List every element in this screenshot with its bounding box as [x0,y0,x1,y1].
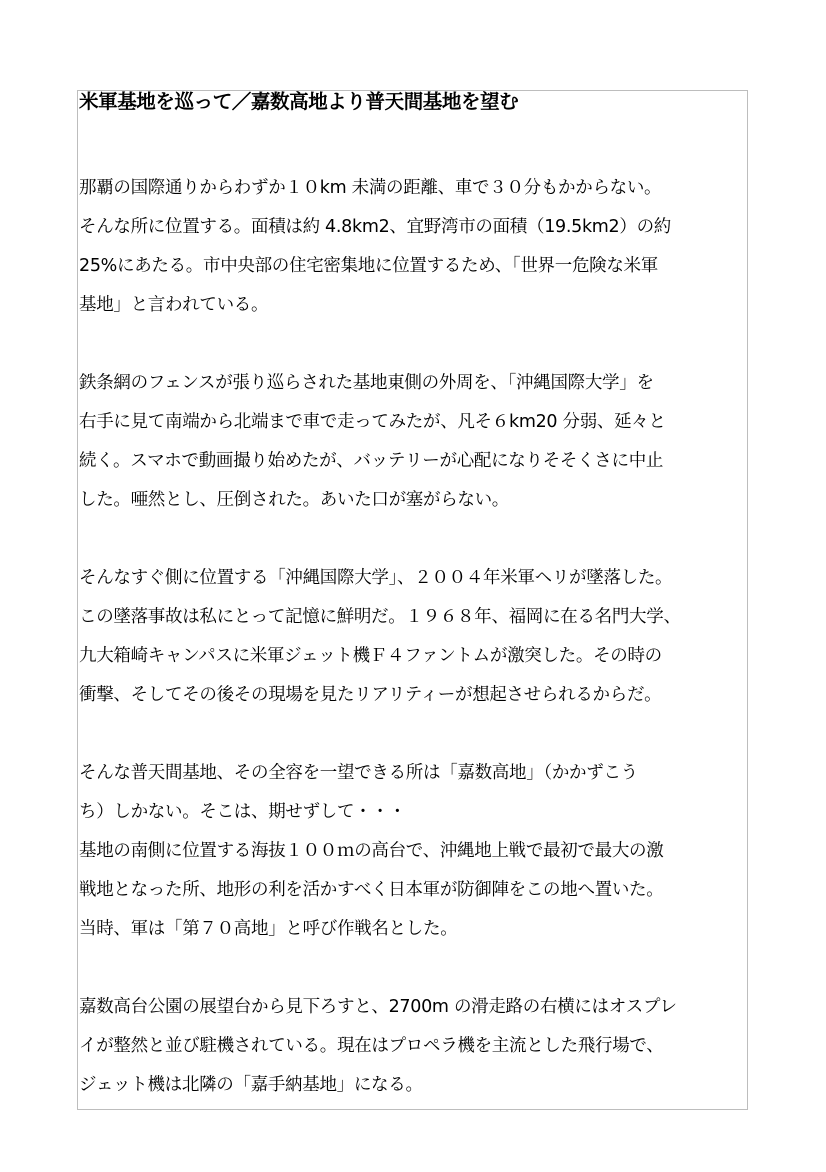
text-line: 基地」と言われている。 [79,295,269,315]
text-line: ち）しかない。そこは、期せずして・・・ [79,802,406,822]
text-line: イが整然と並び駐機されている。現在はプロペラ機を主流とした飛行場で、 [79,1036,664,1056]
paragraph-4 [79,754,751,949]
text-line: そんなすぐ側に位置する「沖縄国際大学」、２００４年米軍ヘリが墜落した。 [79,568,673,588]
text-line: 那覇の国際通りからわずか１０km 未満の距離、車で３０分もかからない。 [79,178,662,198]
paragraph-3 [79,559,751,715]
paragraph-5 [79,988,751,1105]
text-line: 当時、軍は「第７０高地」と呼び作戦名とした。 [79,919,458,939]
page-title: 米軍基地を巡って／嘉数高地より普天間基地を望む [79,90,519,113]
text-line: 九大箱崎キャンパスに米軍ジェット機Ｆ４ファントムが激突した。その時の [79,646,662,666]
text-line: 戦地となった所、地形の利を活かすべく日本軍が防御陣をこの地へ置いた。 [79,880,664,900]
text-line: 衝撃、そしてその後その現場を見たリアリティーが想起させられるからだ。 [79,685,662,705]
text-line: ジェット機は北隣の「嘉手納基地」になる。 [79,1075,423,1095]
text-line: そんな普天間基地、その全容を一望できる所は「嘉数高地」（かかずこう [79,763,638,783]
document-body [79,88,751,1105]
text-line: そんな所に位置する。面積は約 4.8km2、宜野湾市の面積（19.5km2）の約 [79,217,671,237]
paragraph-1 [79,169,751,325]
text-line: この墜落事故は私にとって記憶に鮮明だ。１９６８年、福岡に在る名門大学、 [79,607,681,627]
text-line: 嘉数高台公園の展望台から見下ろすと、2700m の滑走路の右横にはオスプレ [79,997,677,1017]
text-line: 続く。スマホで動画撮り始めたが、バッテリーが心配になりそそくさに中止 [79,451,664,471]
text-line: 25%にあたる。市中央部の住宅密集地に位置するため、「世界一危険な米軍 [79,256,658,276]
paragraph-2 [79,364,751,520]
text-line: 基地の南側に位置する海抜１００ｍの高台で、沖縄地上戦で最初で最大の激 [79,841,664,861]
text-line: 鉄条網のフェンスが張り巡らされた基地東側の外周を、「沖縄国際大学」を [79,373,654,393]
text-line: 右手に見て南端から北端まで車で走ってみたが、凡そ６km20 分弱、延々と [79,412,666,432]
text-line: した。唖然とし、圧倒された。あいた口が塞がらない。 [79,490,509,510]
